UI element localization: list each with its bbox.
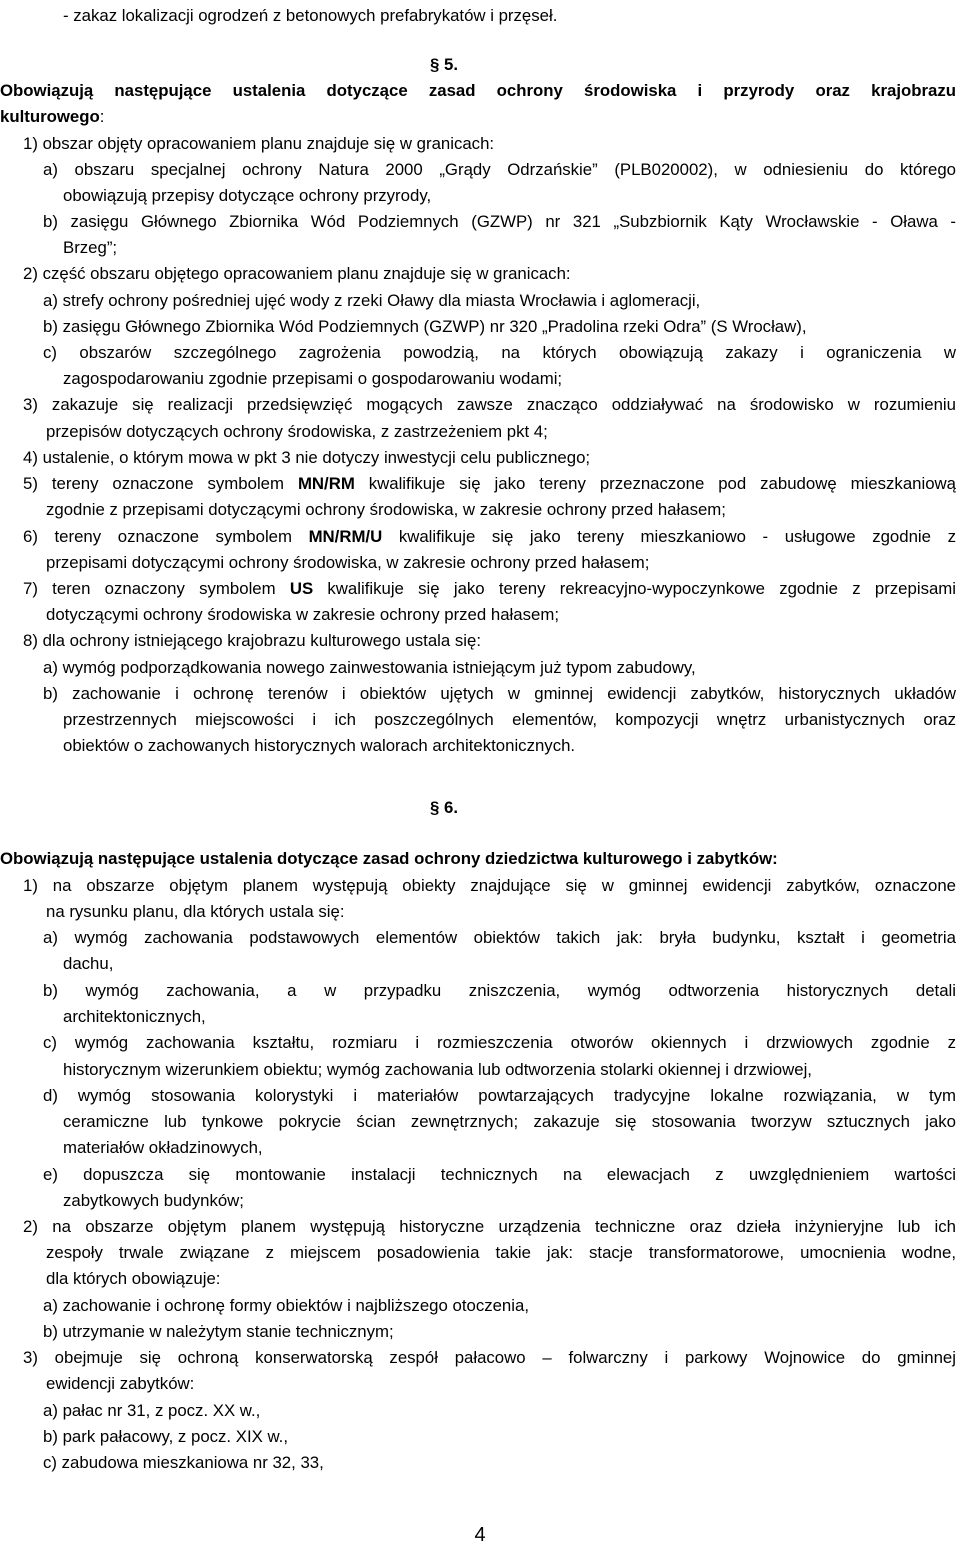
symbol-mn-rm-u: MN/RM/U [308,527,383,546]
list-subitem: b) wymóg zachowania, a w przypadku zniszczenia, wymóg odtworzenia historycznych detali [43,981,956,1000]
text: kwalifikuje się jako tereny rekreacyjno-wypoczynkowe zgodnie z przepisami [313,579,956,598]
list-subitem-continuation: zagospodarowaniu zgodnie przepisami o gospodarowaniu wodami; [63,369,563,388]
list-subitem-continuation: obiektów o zachowanych historycznych walorach architektonicznych. [63,736,576,755]
list-item-continuation: zgodnie z przepisami dotyczącymi ochrony środowiska, w zakresie ochrony przed hałasem; [46,500,726,519]
section-heading: § 5. [430,55,458,74]
list-item: 2) na obszarze objętym planem występują historyczne urządzenia techniczne oraz dzieła inżynieryjne lub ich [23,1217,956,1236]
list-subitem: a) pałac nr 31, z pocz. XX w., [43,1401,261,1420]
list-subitem-continuation: Brzeg”; [63,238,118,257]
list-item-continuation: dla których obowiązuje: [46,1269,221,1288]
text: 7) teren oznaczony symbolem [23,579,290,598]
list-subitem: b) park pałacowy, z pocz. XIX w., [43,1427,288,1446]
bold-text: kulturowego [0,107,100,126]
text: kwalifikuje się jako tereny mieszkaniowo - usługowe zgodnie z [382,527,956,546]
list-subitem: b) utrzymanie w należytym stanie technicznym; [43,1322,394,1341]
list-subitem-continuation: przestrzennych miejscowości i ich poszczególnych elementów, kompozycji wnętrz urbanistycznych oraz [63,710,956,729]
list-item-continuation: przepisów dotyczących ochrony środowiska, z zastrzeżeniem pkt 4; [46,422,548,441]
list-item: 3) zakazuje się realizacji przedsięwzięć mogących zawsze znacząco oddziaływać na środowisko w rozumieniu [23,395,956,414]
text-line: - zakaz lokalizacji ogrodzeń z betonowych prefabrykatów i przęseł. [63,6,558,25]
list-subitem-continuation: materiałów okładzinowych, [63,1138,263,1157]
list-item: 3) obejmuje się ochroną konserwatorską zespół pałacowo – folwarczny i parkowy Wojnowice do gminnej [23,1348,956,1367]
list-subitem: c) obszarów szczególnego zagrożenia powodzią, na których obowiązują zakazy i ograniczenia w [43,343,956,362]
text: : [99,107,105,126]
text: 5) tereny oznaczone symbolem [23,474,298,493]
list-item: 1) na obszarze objętym planem występują obiekty znajdujące się w gminnej ewidencji zabytków, oznaczone [23,876,956,895]
list-subitem-continuation: architektonicznych, [63,1007,206,1026]
list-subitem-continuation: ceramiczne lub tynkowe pokrycie ścian zewnętrznych; zakazuje się stosowania tworzyw sztucznych jako [63,1112,956,1131]
list-subitem: c) wymóg zachowania kształtu, rozmiaru i rozmieszczenia otworów okiennych i drzwiowych zgodnie z [43,1033,956,1052]
list-subitem: a) zachowanie i ochronę formy obiektów i najbliższego otoczenia, [43,1296,529,1315]
list-item: 8) dla ochrony istniejącego krajobrazu kulturowego ustala się: [23,631,482,650]
list-subitem-continuation: dachu, [63,954,114,973]
list-subitem-continuation: obowiązują przepisy dotyczące ochrony przyrody, [63,186,432,205]
list-subitem: a) obszaru specjalnej ochrony Natura 2000 „Grądy Odrzańskie” (PLB020002), w odniesieniu do którego [43,160,956,179]
list-subitem: d) wymóg stosowania kolorystyki i materiałów powtarzających tradycyjne lokalne rozwiązania, w tym [43,1086,956,1105]
list-item-continuation: dotyczącymi ochrony środowiska w zakresie ochrony przed hałasem; [46,605,559,624]
section-intro: Obowiązują następujące ustalenia dotyczące zasad ochrony środowiska i przyrody oraz krajobrazu [0,81,956,100]
page-number: 4 [474,1524,486,1546]
list-subitem: b) zasięgu Głównego Zbiornika Wód Podziemnych (GZWP) nr 320 „Pradolina rzeki Odra” (S Wrocław), [43,317,807,336]
section-intro-continuation [0,104,104,129]
list-item: 1) obszar objęty opracowaniem planu znajduje się w granicach: [23,134,495,153]
symbol-us: US [289,579,314,598]
list-item-continuation: ewidencji zabytków: [46,1374,195,1393]
list-item: 4) ustalenie, o którym mowa w pkt 3 nie dotyczy inwestycji celu publicznego; [23,448,591,467]
section-intro: Obowiązują następujące ustalenia dotyczące zasad ochrony dziedzictwa kulturowego i zabytków: [0,849,778,868]
list-item-continuation: zespoły trwale związane z miejscem posadowienia takie jak: stacje transformatorowe, umocnienia wodne, [46,1243,956,1262]
list-subitem: e) dopuszcza się montowanie instalacji technicznych na elewacjach z uwzględnieniem wartości [43,1165,956,1184]
section-heading: § 6. [430,798,458,817]
text: 6) tereny oznaczone symbolem [23,527,309,546]
list-subitem: b) zachowanie i ochronę terenów i obiektów ujętych w gminnej ewidencji zabytków, historycznych układów [43,684,956,703]
symbol-mn-rm: MN/RM [297,474,355,493]
list-item [23,576,956,601]
text: kwalifikuje się jako tereny przeznaczone pod zabudowę mieszkaniową [354,474,956,493]
list-item-continuation: przepisami dotyczącymi ochrony środowiska, w zakresie ochrony przed hałasem; [46,553,650,572]
list-item [23,524,956,549]
list-subitem-continuation: historycznym wizerunkiem obiektu; wymóg zachowania lub odtworzenia stolarki okiennej i drzwiowej, [63,1060,812,1079]
list-item: 2) część obszaru objętego opracowaniem planu znajduje się w granicach: [23,264,571,283]
list-subitem: a) strefy ochrony pośredniej ujęć wody z rzeki Oławy dla miasta Wrocławia i aglomeracji, [43,291,701,310]
list-subitem: b) zasięgu Głównego Zbiornika Wód Podziemnych (GZWP) nr 321 „Subzbiornik Kąty Wrocławskie - Oława - [43,212,956,231]
list-subitem: c) zabudowa mieszkaniowa nr 32, 33, [43,1453,324,1472]
list-subitem: a) wymóg zachowania podstawowych elementów obiektów takich jak: bryła budynku, kształt i geometria [43,928,956,947]
list-item-continuation: na rysunku planu, dla których ustala się: [46,902,345,921]
list-subitem: a) wymóg podporządkowania nowego zainwestowania istniejącym już typom zabudowy, [43,658,696,677]
list-item [23,471,956,496]
list-subitem-continuation: zabytkowych budynków; [63,1191,244,1210]
